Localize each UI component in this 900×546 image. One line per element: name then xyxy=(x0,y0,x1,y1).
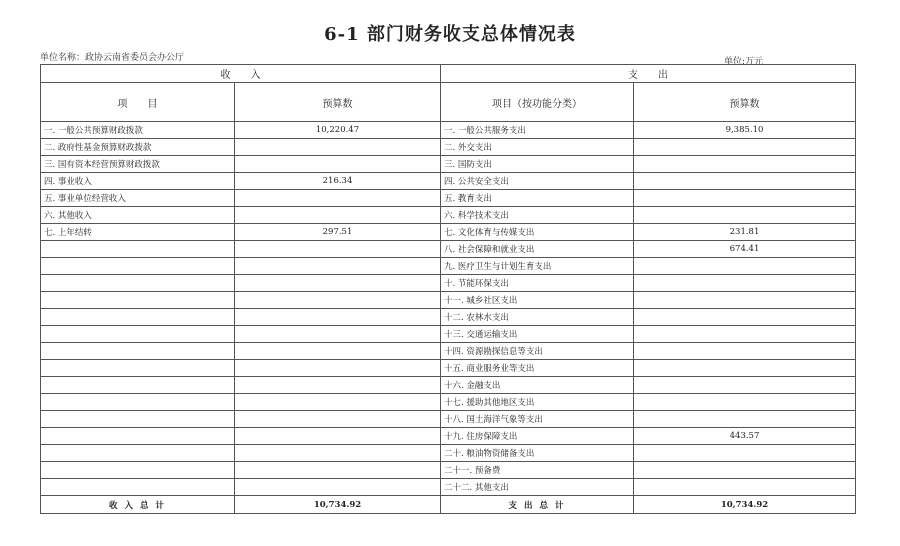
expense-value-cell xyxy=(634,360,856,377)
income-value-cell xyxy=(235,241,441,258)
expense-value-cell: 231.81 xyxy=(634,224,856,241)
income-item-cell xyxy=(41,411,235,428)
table-row xyxy=(41,326,856,343)
table-row xyxy=(41,445,856,462)
income-value-cell xyxy=(235,139,441,156)
income-item-cell xyxy=(41,428,235,445)
table-row xyxy=(41,122,856,139)
income-value-cell xyxy=(235,275,441,292)
expense-item-cell: 十一. 城乡社区支出 xyxy=(441,292,634,309)
table-row xyxy=(41,207,856,224)
expense-value-cell xyxy=(634,343,856,360)
income-item-cell xyxy=(41,258,235,275)
table-row xyxy=(41,428,856,445)
expense-item-cell: 七. 文化体育与传媒支出 xyxy=(441,224,634,241)
expense-value-cell xyxy=(634,258,856,275)
income-item-cell: 二. 政府性基金预算财政拨款 xyxy=(41,139,235,156)
expense-item-cell: 四. 公共安全支出 xyxy=(441,173,634,190)
table-row xyxy=(41,275,856,292)
total-row xyxy=(41,496,856,514)
expense-total-value: 10,734.92 xyxy=(634,496,856,514)
income-item-cell xyxy=(41,326,235,343)
table-row xyxy=(41,139,856,156)
income-value-cell xyxy=(235,309,441,326)
expense-total-label: 支 出 总 计 xyxy=(441,496,634,514)
expense-item-cell: 十九. 住房保障支出 xyxy=(441,428,634,445)
unit-label: 单位:万元 xyxy=(723,57,763,67)
expense-item-cell: 八. 社会保障和就业支出 xyxy=(441,241,634,258)
income-total-value: 10,734.92 xyxy=(235,496,441,514)
expense-value-cell xyxy=(634,411,856,428)
income-value-cell xyxy=(235,394,441,411)
expense-item-cell: 十五. 商业服务业等支出 xyxy=(441,360,634,377)
income-item-cell xyxy=(41,343,235,360)
expense-item-cell: 十六. 金融支出 xyxy=(441,377,634,394)
expense-value-cell xyxy=(634,139,856,156)
income-value-cell xyxy=(235,445,441,462)
income-item-cell xyxy=(41,292,235,309)
expense-item-cell: 二十. 粮油物资储备支出 xyxy=(441,445,634,462)
income-item-cell xyxy=(41,479,235,496)
income-value-cell xyxy=(235,479,441,496)
expense-item-cell: 二十二. 其他支出 xyxy=(441,479,634,496)
expense-value-cell xyxy=(634,275,856,292)
income-budget-header: 预算数 xyxy=(235,83,441,122)
expense-item-cell: 十七. 援助其他地区支出 xyxy=(441,394,634,411)
expense-item-cell: 十八. 国土海洋气象等支出 xyxy=(441,411,634,428)
expense-value-cell xyxy=(634,156,856,173)
table-row xyxy=(41,258,856,275)
expense-value-cell: 674.41 xyxy=(634,241,856,258)
table-row xyxy=(41,462,856,479)
income-value-cell xyxy=(235,411,441,428)
table-row xyxy=(41,360,856,377)
income-header: 收 入 xyxy=(41,65,441,83)
income-item-cell xyxy=(41,309,235,326)
expense-item-cell: 十三. 交通运输支出 xyxy=(441,326,634,343)
income-value-cell xyxy=(235,360,441,377)
table-row xyxy=(41,190,856,207)
expense-value-cell xyxy=(634,394,856,411)
expense-item-cell: 三. 国防支出 xyxy=(441,156,634,173)
income-item-cell xyxy=(41,275,235,292)
income-value-cell xyxy=(235,190,441,207)
income-item-cell: 三. 国有资本经营预算财政拨款 xyxy=(41,156,235,173)
income-value-cell xyxy=(235,343,441,360)
expense-value-cell xyxy=(634,377,856,394)
table-row xyxy=(41,411,856,428)
income-item-cell xyxy=(41,462,235,479)
table-row xyxy=(41,224,856,241)
expense-item-cell: 十四. 资源勘探信息等支出 xyxy=(441,343,634,360)
income-item-cell: 一. 一般公共预算财政拨款 xyxy=(41,122,235,139)
expense-item-cell: 二十一. 预备费 xyxy=(441,462,634,479)
page-title: 6-1 部门财务收支总体情况表 xyxy=(324,24,576,45)
expense-value-cell xyxy=(634,309,856,326)
expense-value-cell: 443.57 xyxy=(634,428,856,445)
expense-value-cell xyxy=(634,479,856,496)
table-row xyxy=(41,377,856,394)
income-value-cell: 216.34 xyxy=(235,173,441,190)
income-item-cell xyxy=(41,241,235,258)
income-item-cell: 四. 事业收入 xyxy=(41,173,235,190)
income-value-cell xyxy=(235,377,441,394)
table-row xyxy=(41,156,856,173)
expense-value-cell: 9,385.10 xyxy=(634,122,856,139)
expense-value-cell xyxy=(634,326,856,343)
expense-item-cell: 五. 教育支出 xyxy=(441,190,634,207)
expense-budget-header: 预算数 xyxy=(634,83,856,122)
income-value-cell xyxy=(235,156,441,173)
table-row xyxy=(41,343,856,360)
unit-row xyxy=(40,50,855,67)
income-value-cell xyxy=(235,428,441,445)
income-item-cell xyxy=(41,445,235,462)
income-value-cell: 297.51 xyxy=(235,224,441,241)
expense-item-cell: 十. 节能环保支出 xyxy=(441,275,634,292)
income-value-cell xyxy=(235,292,441,309)
expense-item-cell: 九. 医疗卫生与计划生育支出 xyxy=(441,258,634,275)
expense-value-cell xyxy=(634,207,856,224)
expense-value-cell xyxy=(634,292,856,309)
income-item-header: 项 目 xyxy=(41,83,235,122)
table-row xyxy=(41,173,856,190)
income-item-cell xyxy=(41,377,235,394)
finance-table xyxy=(40,64,856,514)
income-value-cell xyxy=(235,207,441,224)
income-value-cell xyxy=(235,326,441,343)
income-item-cell: 七. 上年结转 xyxy=(41,224,235,241)
expense-item-cell: 二. 外交支出 xyxy=(441,139,634,156)
income-value-cell xyxy=(235,462,441,479)
expense-header: 支 出 xyxy=(441,65,856,83)
income-total-label: 收 入 总 计 xyxy=(41,496,235,514)
expense-item-cell: 一. 一般公共服务支出 xyxy=(441,122,634,139)
expense-value-cell xyxy=(634,445,856,462)
table-row xyxy=(41,394,856,411)
header-row-1 xyxy=(41,65,856,83)
expense-item-cell: 六. 科学技术支出 xyxy=(441,207,634,224)
income-value-cell: 10,220.47 xyxy=(235,122,441,139)
income-item-cell: 五. 事业单位经营收入 xyxy=(41,190,235,207)
table-row xyxy=(41,241,856,258)
income-item-cell: 六. 其他收入 xyxy=(41,207,235,224)
income-item-cell xyxy=(41,394,235,411)
income-item-cell xyxy=(41,360,235,377)
income-value-cell xyxy=(235,258,441,275)
unit-name: 单位名称：政协云南省委员会办公厅 xyxy=(40,53,185,63)
expense-value-cell xyxy=(634,462,856,479)
expense-item-cell: 十二. 农林水支出 xyxy=(441,309,634,326)
expense-value-cell xyxy=(634,190,856,207)
table-row xyxy=(41,479,856,496)
header-row-2 xyxy=(41,83,856,122)
table-row xyxy=(41,292,856,309)
expense-item-header: 项目（按功能分类） xyxy=(441,83,634,122)
expense-value-cell xyxy=(634,173,856,190)
table-row xyxy=(41,309,856,326)
